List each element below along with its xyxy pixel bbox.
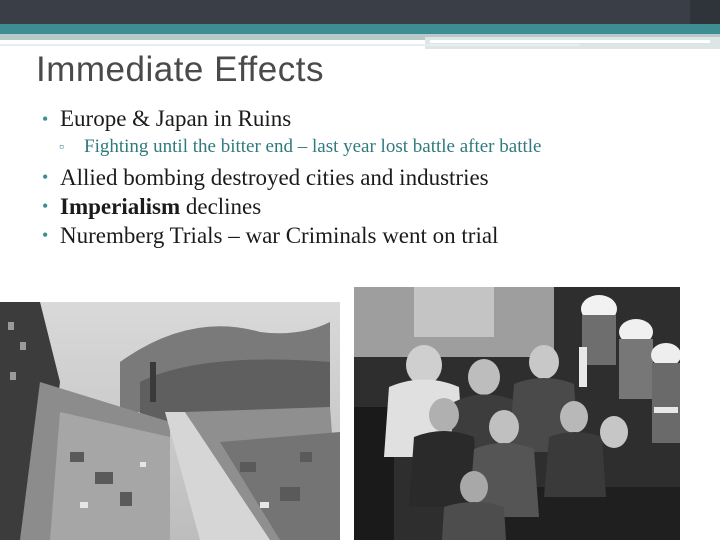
nuremberg-trial-illustration: [354, 287, 680, 540]
bullet-dot-icon: •: [42, 109, 49, 129]
bullet-list: [24, 104, 704, 250]
bullet-item: [24, 192, 704, 221]
top-band-teal: [0, 24, 720, 34]
bullet-bold-text: Imperialism: [60, 194, 181, 219]
bombed-city-illustration: [0, 302, 340, 540]
top-band-light: [425, 37, 720, 49]
sub-bullet-text: Fighting until the bitter end – last year lost battle after battle: [84, 136, 542, 157]
bullet-dot-icon: •: [42, 196, 49, 216]
top-band-dark-right: [690, 0, 720, 24]
bullet-item: [24, 221, 704, 250]
square-bullet-icon: ▫: [59, 140, 64, 155]
bullet-dot-icon: •: [42, 225, 49, 245]
bullet-text: Europe & Japan in Ruins: [60, 106, 292, 131]
bullet-text: Nuremberg Trials – war Criminals went on trial: [60, 223, 499, 248]
bullet-text: Allied bombing destroyed cities and industries: [60, 165, 489, 190]
top-band-line: [0, 44, 580, 46]
top-band-white-stripe: [430, 40, 710, 43]
slide-title: Immediate Effects: [36, 50, 324, 89]
sub-bullet-item: [24, 135, 644, 158]
bullet-item: [24, 163, 704, 192]
nuremberg-trial-photo: [354, 287, 680, 540]
bullet-text: declines: [180, 194, 262, 219]
bombed-city-photo: [0, 302, 340, 540]
bullet-dot-icon: •: [42, 167, 49, 187]
bullet-item: [24, 104, 704, 134]
top-band-dark: [0, 0, 720, 24]
